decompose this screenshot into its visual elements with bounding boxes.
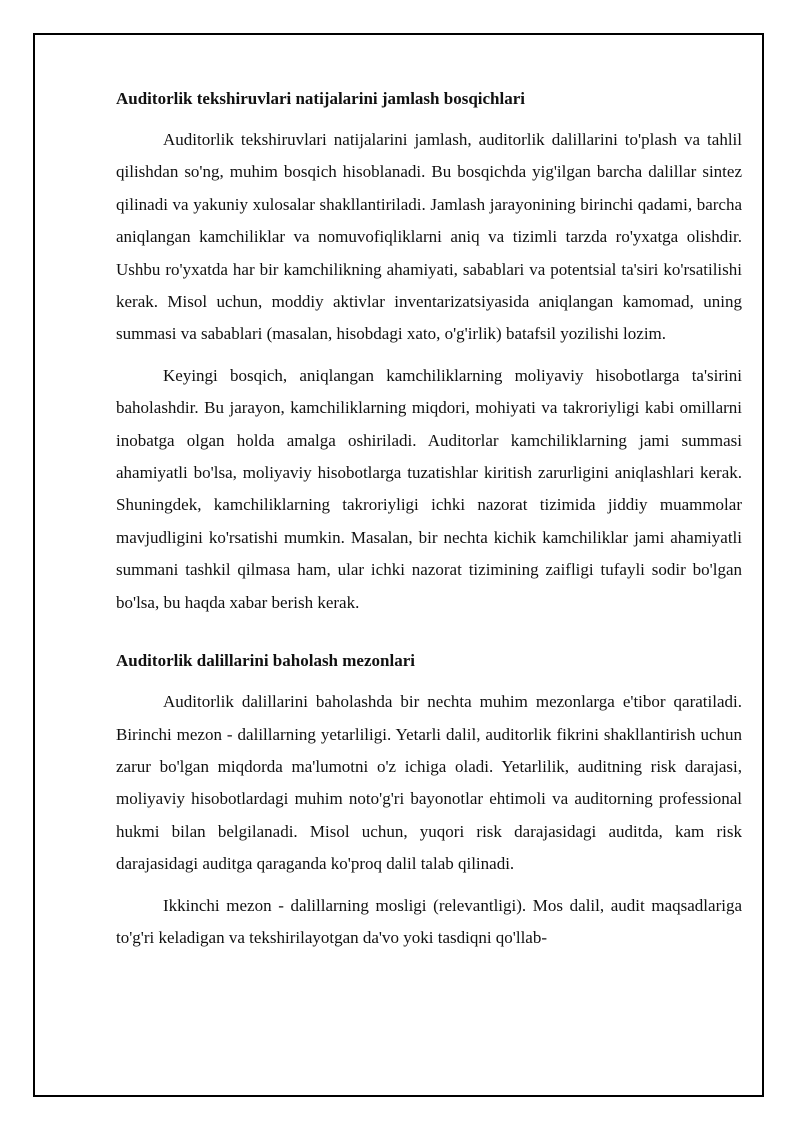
section-heading: Auditorlik tekshiruvlari natijalarini jamlash bosqichlari <box>116 89 525 108</box>
body-paragraph: Auditorlik dalillarini baholashda bir nechta muhim mezonlarga e'tibor qaratiladi. Birinchi mezon - dalillarning yetarliligi. Yetarli dalil, auditorlik fikrini shakllantirish uchun zarur bo'lgan miqdorda ma'lumotni o'z ichiga oladi. Yetarlilik, auditning risk darajasi, moliyaviy hisobotlardagi muhim noto'g'ri bayonotlar ehtimoli va auditorning professional hukmi bilan belgilanadi. Misol uchun, yuqori risk darajasidagi auditda, kam risk darajasidagi auditga qaraganda ko'proq dalil talab qilinadi. <box>116 692 742 874</box>
document-body <box>116 84 742 963</box>
section-heading: Auditorlik dalillarini baholash mezonlari <box>116 651 415 671</box>
body-paragraph: Keyingi bosqich, aniqlangan kamchiliklarning moliyaviy hisobotlarga ta'sirini baholashdir. Bu jarayon, kamchiliklarning miqdori, mohiyati va takroriyligi kabi omillarni inobatga olgan holda amalga oshiriladi. Auditorlar kamchiliklarning jami summasi ahamiyatli bo'lsa, moliyaviy hisobotlarga tuzatishlar kiritish zarurligini aniqlashlari kerak. Shuningdek, kamchiliklarning takroriyligi ichki nazorat tizimida jiddiy muammolar mavjudligini ko'rsatishi mumkin. Masalan, bir nechta kichik kamchiliklar jami ahamiyatli summani tashkil qilmasa ham, ular ichki nazorat tizimining zaifligi tufayli sodir bo'lgan bo'lsa, bu haqda xabar berish kerak. <box>116 365 742 612</box>
body-paragraph: Ikkinchi mezon - dalillarning mosligi (relevantligi). Mos dalil, audit maqsadlariga to'g'ri keladigan va tekshirilayotgan da'vo yoki tasdiqni qo'llab- <box>116 895 742 947</box>
body-paragraph: Auditorlik tekshiruvlari natijalarini jamlash, auditorlik dalillarini to'plash va tahlil qilishdan so'ng, muhim bosqich hisoblanadi. Bu bosqichda yig'ilgan barcha dalillar sintez qilinadi va yakuniy xulosalar shakllantiriladi. Jamlash jarayonining birinchi qadami, barcha aniqlangan kamchiliklar va nomuvofiqliklarni aniq va tizimli tarzda ro'yxatga olishdir. Ushbu ro'yxatda har bir kamchilikning ahamiyati, sabablari va potentsial ta'siri ko'rsatilishi kerak. Misol uchun, moddiy aktivlar inventarizatsiyasida aniqlangan kamomad, uning summasi va sabablari (masalan, hisobdagi xato, o'g'irlik) batafsil yozilishi lozim. <box>116 130 742 344</box>
